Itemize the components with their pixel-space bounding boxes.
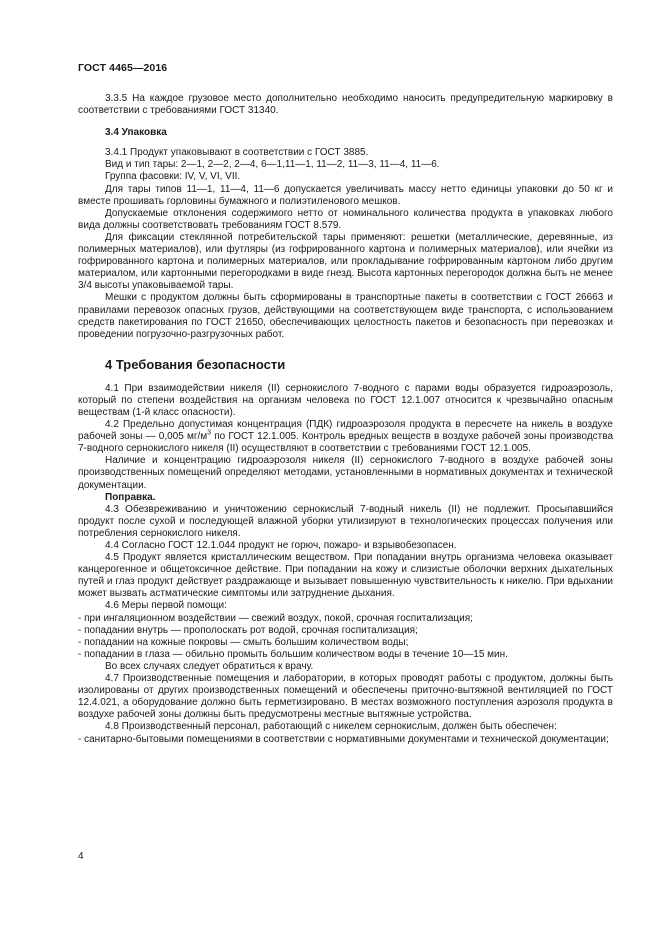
paragraph-4-4: 4.4 Согласно ГОСТ 12.1.044 продукт не горюч, пожаро- и взрывобезопасен. xyxy=(105,540,457,551)
paragraph-4-6: 4.6 Меры первой помощи: xyxy=(105,600,227,612)
paragraph-4-8-item-1: - санитарно-бытовыми помещениями в соответствии с нормативными документами и технической документации; xyxy=(78,733,609,745)
paragraph-4-2-start: 4.2 Предельно допустимая концентрация (ПДК) гидроаэрозоля продукта в пересчете на никель в воздухе рабочей зоны — 0,005 мг/м xyxy=(78,419,613,443)
paragraph-4-2-methods: Наличие и концентрацию гидроаэрозоля никеля (II) сернокислого 7-водного в воздухе рабочей зоны производственных помещений определяют методами, установленными в нормативных документах и технической документации. xyxy=(78,455,613,491)
section-4-title: 4 Требования безопасности xyxy=(105,356,286,372)
first-aid-inhalation: - при ингаляционном воздействии — свежий воздух, покой, срочная госпитализация; xyxy=(78,612,473,624)
first-aid-doctor: Во всех случаях следует обратиться к врачу. xyxy=(105,660,314,672)
paragraph-tare-weight: Для тары типов 11—1, 11—4, 11—6 допускается увеличивать массу нетто единицы упаковки до 50 кг и вместе прошивать горловины бумажного и полиэтиленового мешков. xyxy=(78,183,613,207)
paragraph-tare-types: Вид и тип тары: 2—1, 2—2, 2—4, 6—1,11—1, 11—2, 11—3, 11—4, 11—6. xyxy=(105,159,440,171)
paragraph-3-3-5: 3.3.5 На каждое грузовое место дополнительно необходимо наносить предупредительную маркировку в соответствии с требованиями ГОСТ 31340. xyxy=(78,93,613,117)
first-aid-eyes: - попадании в глаза — обильно промыть большим количеством воды в течение 10—15 мин. xyxy=(78,648,508,660)
first-aid-skin: - попадании на кожные покровы — смыть большим количеством воды; xyxy=(78,636,409,648)
paragraph-deviation: Допускаемые отклонения содержимого нетто от номинального количества продукта в упаковках любого вида должны соответствовать требованиям ГОСТ 8.579. xyxy=(78,207,613,231)
document-body xyxy=(78,93,613,746)
paragraph-4-7: 4.7 Производственные помещения и лаборатории, в которых проводят работы с продуктом, должны быть изолированы от других производственных помещений и обеспечены приточно-вытяжной вентиляцией по ГОСТ 12.4.021, а оборудование должно быть герметизировано. В местах возможного поступления аэрозоля продукта в воздухе рабочей зоны должны быть предусмотрены местные вытяжные устройства. xyxy=(78,673,613,721)
paragraph-4-5: 4.5 Продукт является кристаллическим веществом. При попадании внутрь организма человека оказывает канцерогенное и общетоксичное действие. При попадании на кожу и слизистые оболочки верхних дыхательных путей и глаз продукт действует раздражающе и вызывает повышенную чувствительность к никелю. При вдыхании может вызвать астматические симптомы или затруднение дыхания. xyxy=(78,552,613,600)
page-number: 4 xyxy=(78,851,84,862)
paragraph-4-8: 4.8 Производственный персонал, работающий с никелем сернокислым, должен быть обеспечен: xyxy=(105,721,557,733)
paragraph-4-2-end: по ГОСТ 12.1.005. Контроль вредных веществ в воздухе рабочей зоны производства 7-водного сернокислого никеля (II) осуществляют в соответствии с требованиями ГОСТ 12.1.005. xyxy=(78,431,614,455)
amendment-label: Поправка. xyxy=(105,491,156,503)
first-aid-ingestion: - попадании внутрь — прополоскать рот водой, срочная госпитализация; xyxy=(78,624,418,636)
section-3-4-title: 3.4 Упаковка xyxy=(105,127,167,139)
paragraph-3-4-1: 3.4.1 Продукт упаковывают в соответствии с ГОСТ 3885. xyxy=(105,147,369,159)
paragraph-4-2 xyxy=(78,419,613,455)
superscript-3: 3 xyxy=(207,429,212,437)
paragraph-transport-bags: Мешки с продуктом должны быть сформированы в транспортные пакеты в соответствии с ГОСТ 26663 и правилами перевозок опасных грузов, действующими на соответствующем виде транспорта, с использованием средств пакетирования по ГОСТ 21650, обеспечивающих целостность пакетов и безопасность при перевозках и проведении погрузочно-разгрузочных работ. xyxy=(78,292,613,340)
paragraph-packing-group: Группа фасовки: IV, V, VI, VII. xyxy=(105,171,241,183)
paragraph-glass-tare: Для фиксации стеклянной потребительской тары применяют: решетки (металлические, деревянные, из полимерных материалов), или футляры (из гофрированного картона и полимерных материалов), или ячейки из гофрированного картона и полимерных материалов, или прокладывание гофрированным картоном либо другим материалом, или картонными перегородками в виде гнезд. Высота картонных перегородок должна быть не менее 3/4 высоты упаковываемой тары. xyxy=(78,231,613,292)
paragraph-4-1: 4.1 При взаимодействии никеля (II) сернокислого 7-водного с парами воды образуется гидроаэрозоль, который по степени воздействия на организм человека по ГОСТ 12.1.007 относится к чрезвычайно опасным веществам (1-й класс опасности). xyxy=(78,382,613,418)
paragraph-4-3: 4.3 Обезвреживанию и уничтожению сернокислый 7-водный никель (II) не подлежит. Просыпавшийся продукт после сухой и последующей влажной уборки утилизируют в технологических процессах получения или потребления сернокислого никеля. xyxy=(78,503,613,539)
document-header: ГОСТ 4465—2016 xyxy=(78,62,168,74)
